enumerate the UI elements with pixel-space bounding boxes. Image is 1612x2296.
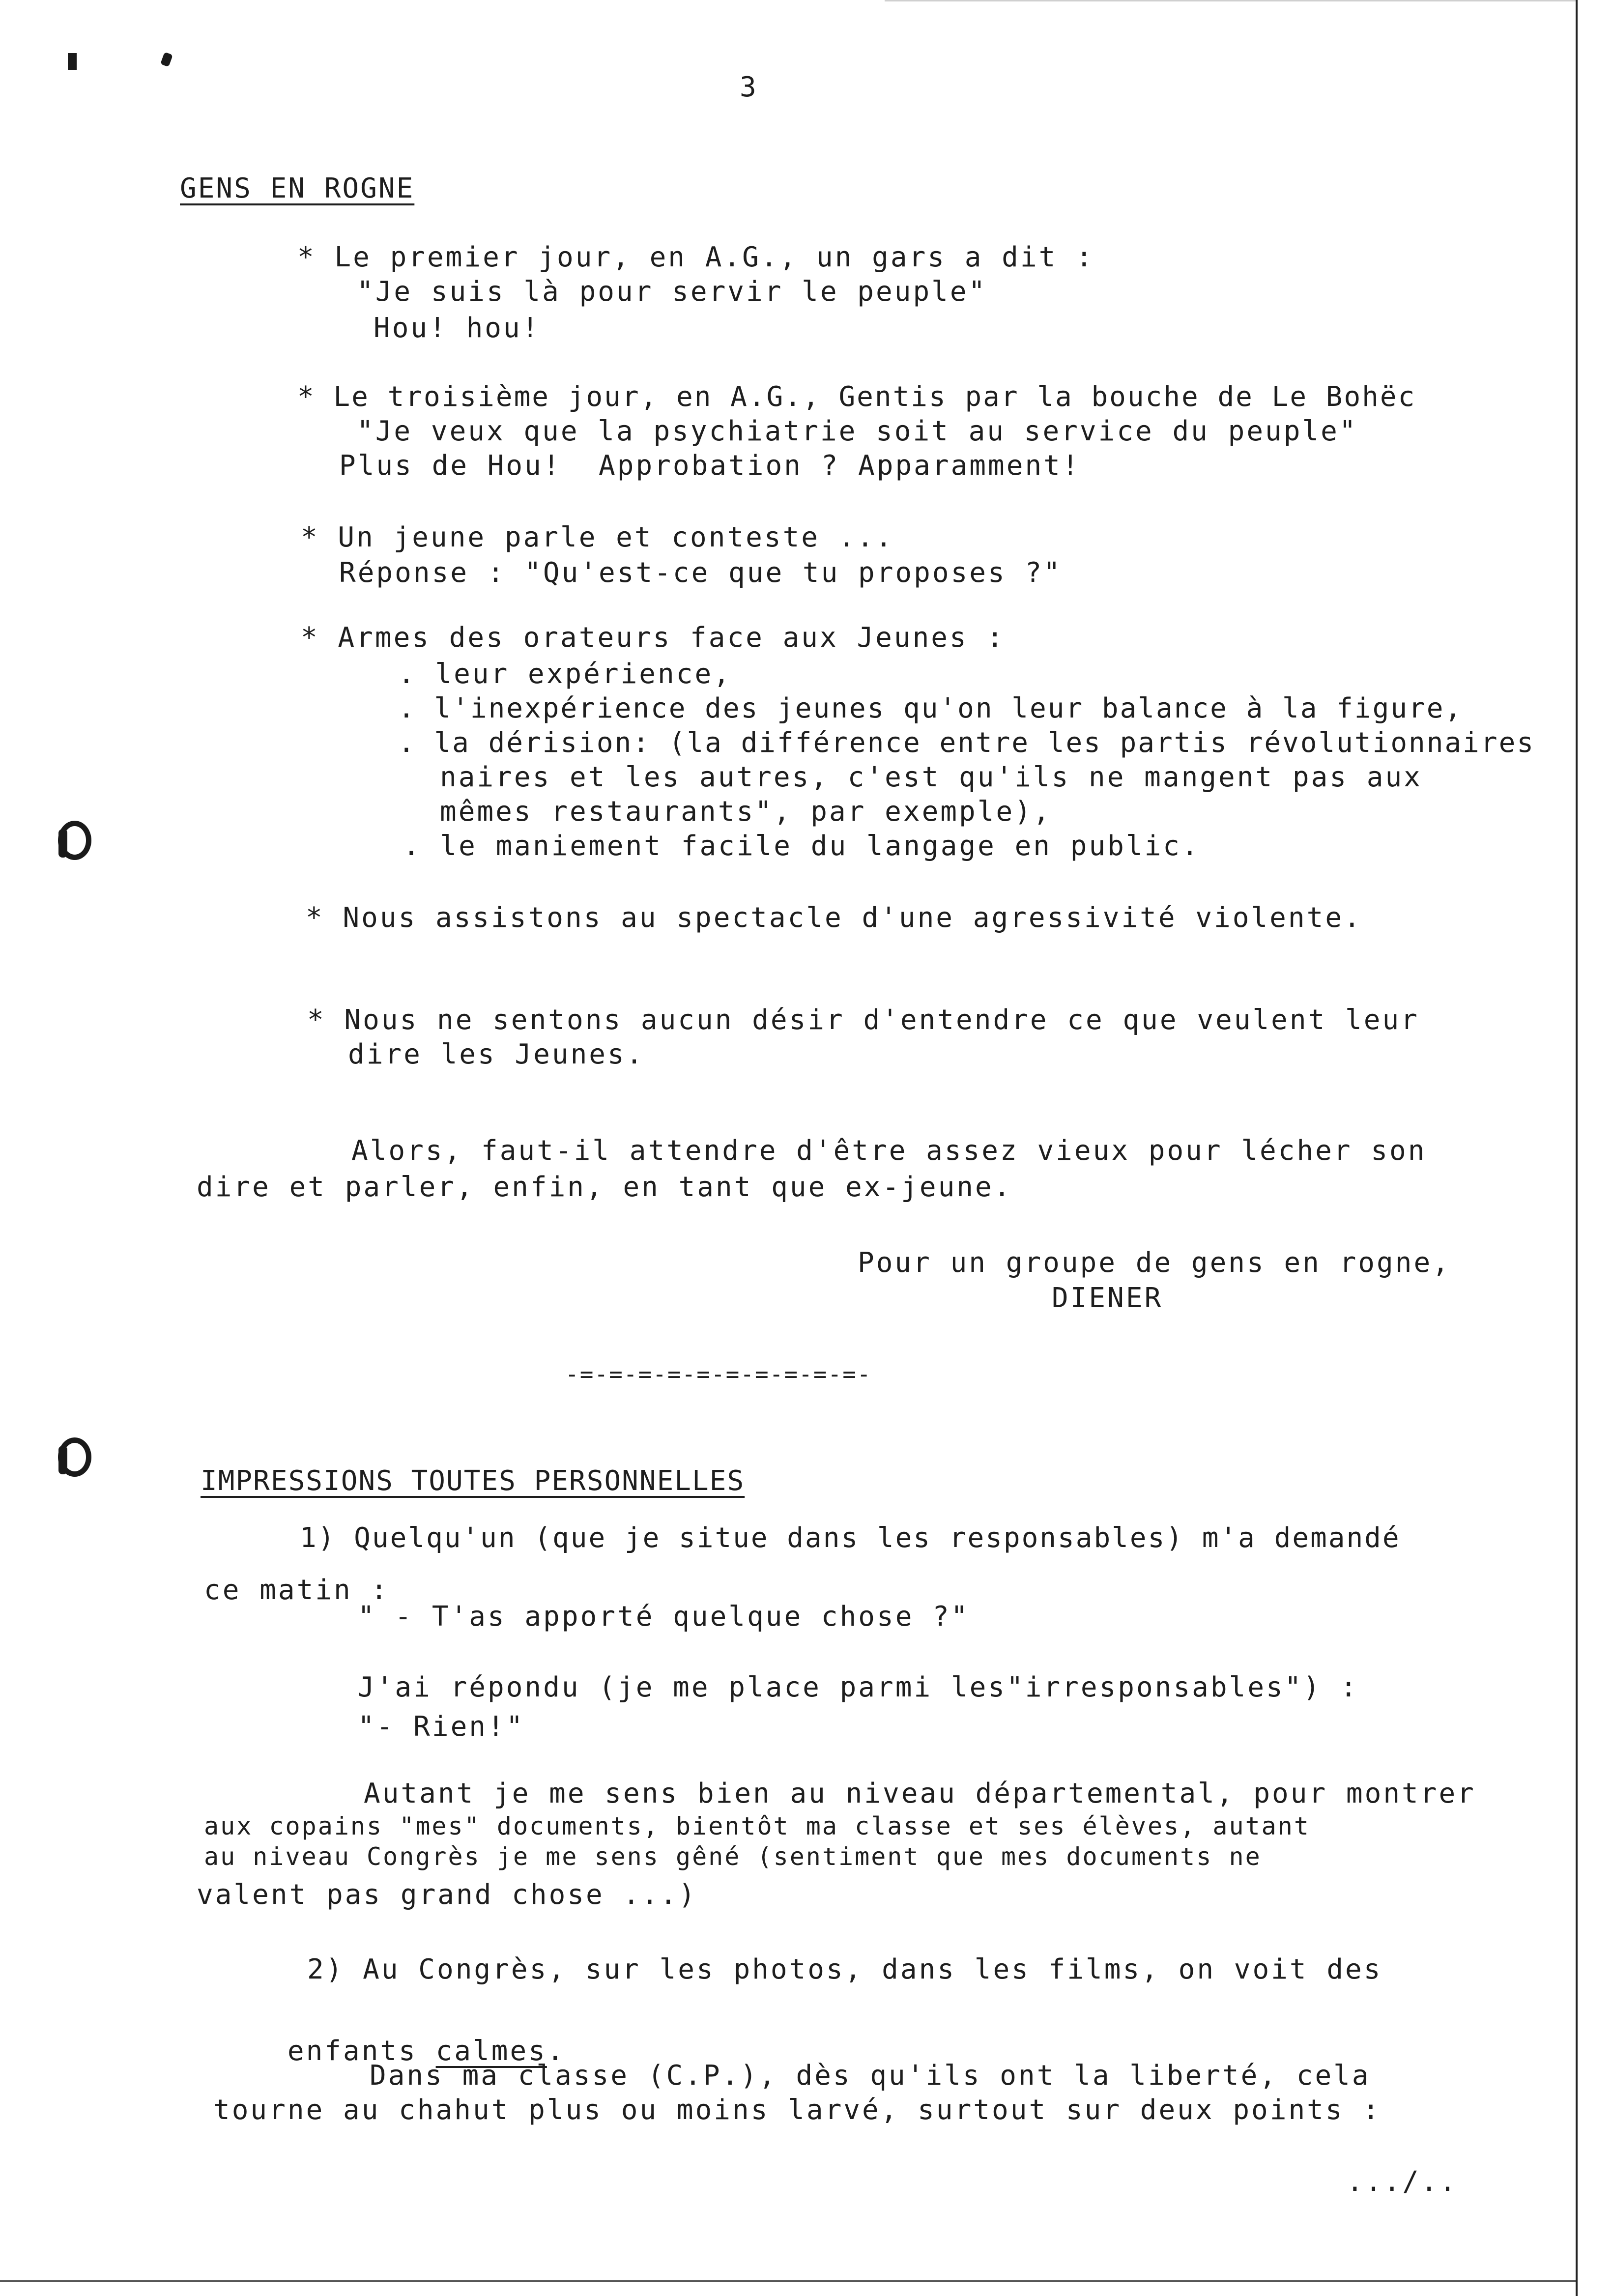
text-line: Hou! hou!	[374, 312, 541, 344]
quote-line: " - T'as apporté quelque chose ?"	[358, 1601, 970, 1633]
text-line: Réponse : "Qu'est-ce que tu proposes ?"	[339, 557, 1062, 589]
list-item: . leur expérience,	[398, 658, 732, 690]
paragraph-line: dire et parler, enfin, en tant que ex-jeune.	[197, 1171, 1012, 1203]
emphasized-word: calmes	[435, 2035, 547, 2067]
paragraph-line: valent pas grand chose ...)	[197, 1879, 697, 1911]
bullet-line: * Le troisième jour, en A.G., Gentis par la bouche de Le Bohëc	[297, 381, 1416, 413]
quote-line: "Je suis là pour servir le peuple"	[357, 276, 987, 308]
text-span: .	[547, 2035, 566, 2067]
separator: -=-=-=-=-=-=-=-=-=-=-	[565, 1361, 872, 1387]
paragraph-line: aux copains "mes" documents, bientôt ma classe et ses élèves, autant	[204, 1812, 1310, 1840]
quote-line: "- Rien!"	[358, 1711, 525, 1743]
paragraph-line: Autant je me sens bien au niveau départemental, pour montrer	[364, 1778, 1476, 1809]
bullet-line: * Nous assistons au spectacle d'une agressivité violente.	[306, 902, 1362, 934]
staple-mark	[160, 52, 173, 67]
paragraph-line: 1) Quelqu'un (que je situe dans les responsables) m'a demandé	[300, 1522, 1401, 1554]
list-item: . le maniement facile du langage en public.	[403, 830, 1200, 862]
scan-top-edge	[885, 0, 1576, 1]
staple-mark	[68, 53, 77, 70]
bullet-line: * Nous ne sentons aucun désir d'entendre ce que veulent leur	[307, 1004, 1419, 1036]
page-number: 3	[740, 71, 758, 103]
bullet-line: * Le premier jour, en A.G., un gars a dit :	[297, 241, 1094, 273]
bullet-line: * Un jeune parle et conteste ...	[301, 521, 894, 553]
text-line: Plus de Hou! Approbation ? Apparamment!	[339, 450, 1081, 482]
punch-hole-icon	[58, 1437, 91, 1477]
list-item: . la dérision: (la différence entre les partis révolutionnaires	[398, 727, 1535, 759]
punch-hole-icon	[58, 821, 91, 860]
text-line: dire les Jeunes.	[348, 1038, 645, 1070]
section-title: GENS EN ROGNE	[180, 172, 415, 204]
list-item-continued: mêmes restaurants", par exemple),	[440, 796, 1052, 828]
scan-right-edge	[1576, 0, 1578, 2296]
paragraph-line: 2) Au Congrès, sur les photos, dans les films, on voit des	[307, 1953, 1382, 1985]
list-item: . l'inexpérience des jeunes qu'on leur balance à la figure,	[398, 692, 1463, 724]
paragraph-line: Dans ma classe (C.P.), dès qu'ils ont la liberté, cela	[370, 2060, 1371, 2092]
text-span: enfants	[287, 2035, 436, 2067]
list-item-continued: naires et les autres, c'est qu'ils ne mangent pas aux	[440, 761, 1422, 793]
continuation-mark: .../..	[1347, 2166, 1458, 2198]
paragraph-line: au niveau Congrès je me sens gêné (sentiment que mes documents ne	[204, 1842, 1262, 1871]
scan-bottom-edge	[0, 2280, 1576, 2282]
paragraph-line: J'ai répondu (je me place parmi les"irresponsables") :	[358, 1671, 1359, 1703]
bullet-line: * Armes des orateurs face aux Jeunes :	[301, 622, 1006, 654]
paragraph-line: Alors, faut-il attendre d'être assez vieux pour lécher son	[351, 1135, 1427, 1167]
paragraph-line: tourne au chahut plus ou moins larvé, surtout sur deux points :	[213, 2094, 1382, 2126]
quote-line: "Je veux que la psychiatrie soit au service du peuple"	[357, 415, 1358, 447]
signature-line: Pour un groupe de gens en rogne,	[858, 1247, 1451, 1279]
paragraph-line: ce matin :	[204, 1574, 390, 1606]
signature-name: DIENER	[1052, 1282, 1163, 1314]
section-title: IMPRESSIONS TOUTES PERSONNELLES	[201, 1465, 745, 1497]
